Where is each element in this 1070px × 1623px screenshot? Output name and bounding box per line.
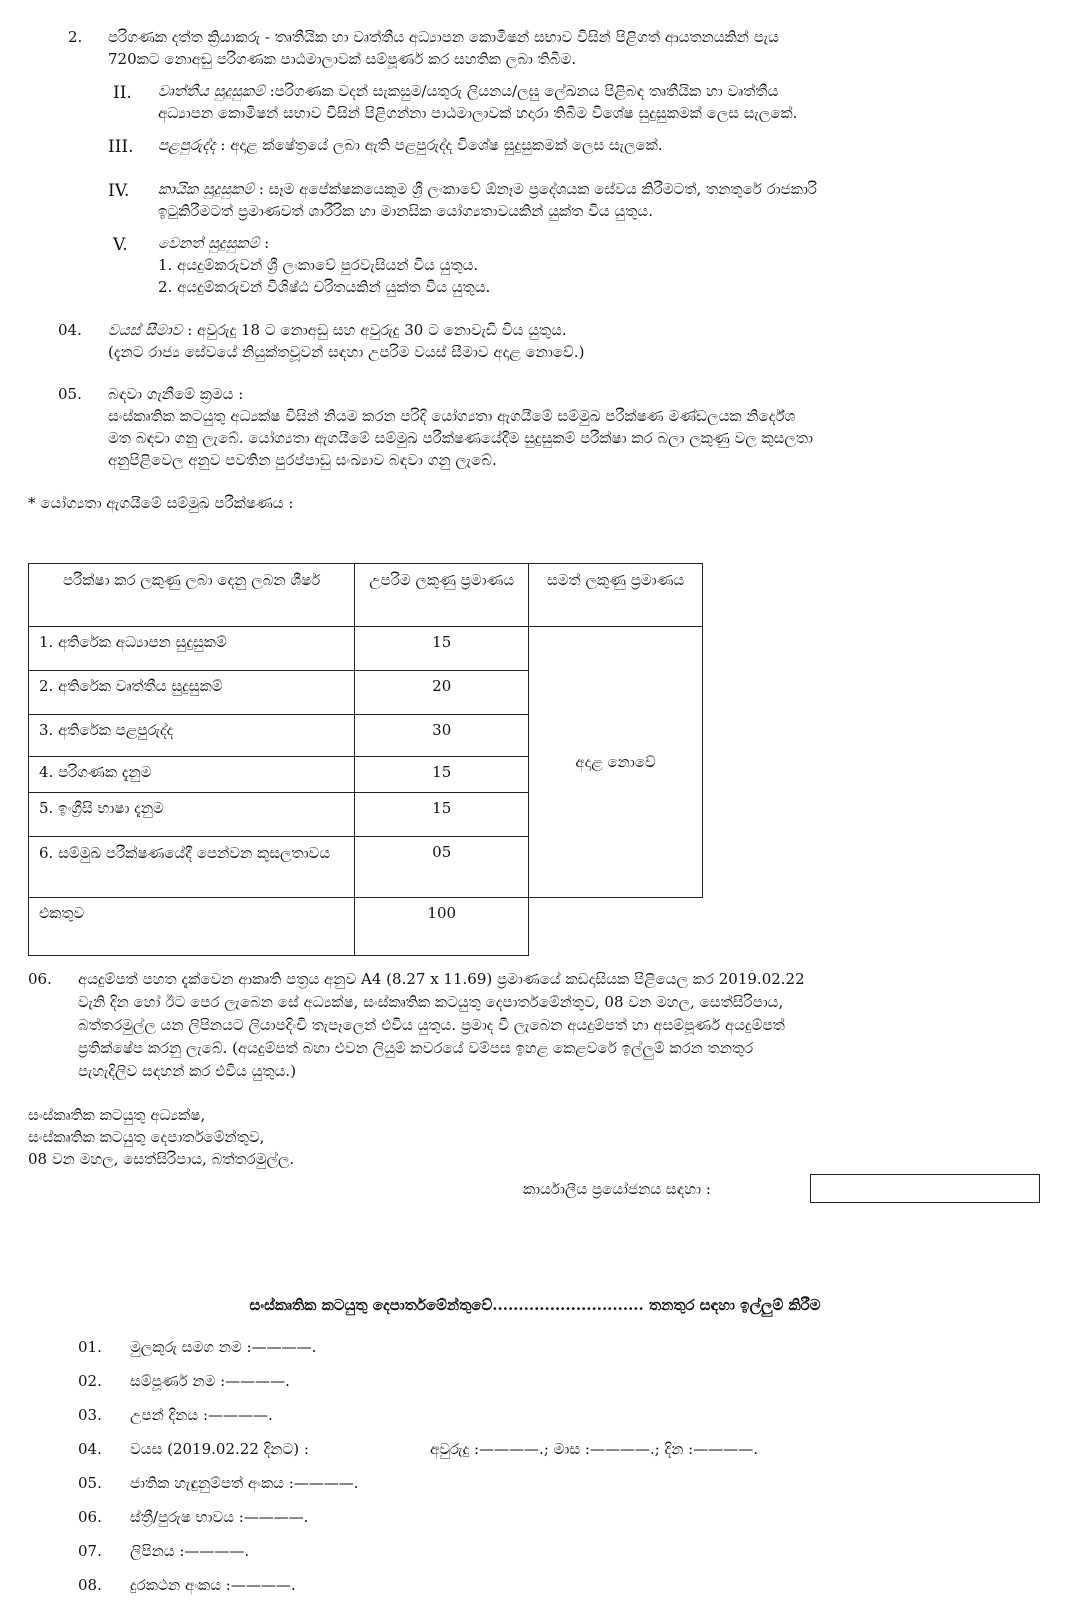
form-row-birthday <box>78 1406 273 1424</box>
item-06-line-1: අයදුම්පත් පහත දැක්වෙන ආකෘති පත්‍රය අනුව A4 (8.27 x 11.69) ප්‍රමාණයේ කඩදාසියක පිළියෙල කර 2019.02.22 <box>78 970 805 988</box>
row-max: 15 <box>355 757 529 793</box>
row-label: 1. අතිරේක අධ්‍යාපන සුදුසුකම් <box>29 627 355 671</box>
sub-v-title <box>158 234 269 254</box>
row-label: 5. ඉංග්‍රීසි භාෂා දැනුම <box>29 793 355 837</box>
table-row <box>29 627 703 671</box>
form-row-initials-name <box>78 1338 316 1356</box>
sub-iii-label: පළපුරුද්ද <box>158 136 216 154</box>
office-use-label: කාර්යාලීය ප්‍රයෝජනය සඳහා : <box>523 1180 711 1198</box>
total-value: 100 <box>355 898 529 956</box>
table-total-row <box>29 898 703 956</box>
interview-heading: * යෝග්‍යතා ඇගයීමේ සම්මුඛ පරීක්ෂණය : <box>28 494 294 512</box>
item-04-label: වයස් සීමාව <box>108 321 183 339</box>
item-05-number: 05. <box>58 385 82 403</box>
office-use-box[interactable] <box>810 1174 1040 1203</box>
marks-table <box>28 563 703 956</box>
row-label: 6. සම්මුඛ පරීක්ෂණයේදී පෙන්වන කුසලතාවය <box>29 837 355 898</box>
form-row-number: 03. <box>78 1406 102 1424</box>
form-row-text: මුලකුරු සමග නම :————. <box>130 1338 317 1356</box>
header-pass-marks: සමත් ලකුණු ප්‍රමාණය <box>529 564 703 627</box>
pass-marks-cell: අදාළ නොවේ <box>529 627 703 898</box>
form-title: සංස්කෘතික කටයුතු දෙපාර්තමේන්තුවේ............................. තනතුර සඳහා ඉල්ලුම් කිරීම <box>249 1296 821 1314</box>
form-row-number: 06. <box>78 1508 102 1526</box>
item-04-number: 04. <box>58 321 82 339</box>
form-row-text: සම්පූර්ණ නම :————. <box>130 1372 290 1390</box>
item-05-title: බඳවා ගැනීමේ ක්‍රමය : <box>108 385 244 403</box>
item-04-text: : අවුරුදු 18 ට නොඅඩු සහ අවුරුදු 30 ට නොවැඩි විය යුතුය. <box>182 321 567 339</box>
sub-ii-line-1 <box>158 82 778 102</box>
form-row-address <box>78 1542 249 1560</box>
sub-iv-label: කායික සුදුසුකම් <box>158 180 255 198</box>
form-row-phone <box>78 1576 296 1594</box>
form-row-text: ස්ත්‍රී/පුරුෂ භාවය :————. <box>130 1508 309 1526</box>
sub-iv-text: : සෑම අපේක්ෂකයෙකුම ශ්‍රී ලංකාවේ ඕනෑම ප්‍රදේශයක සේවය කිරීමටත්, තනතුරේ රාජකාරි <box>254 180 817 198</box>
sub-iv-line-2: ඉටුකිරීමටත් ප්‍රමාණවත් ශාරීරික හා මානසික යෝග්‍යතාවයකින් යුක්ත විය යුතුය. <box>158 202 653 220</box>
row-label: 4. පරිගණක දැනුම <box>29 757 355 793</box>
signature-line-1: සංස්කෘතික කටයුතු අධ්‍යක්ෂ, <box>28 1106 206 1124</box>
sub-ii-text: :පරිගණක වදන් සැකසුම/යතුරු ලියනය/ලඝු ලේඛනය පිළිබඳ තෘතීයික හා වෘත්තීය <box>264 82 779 100</box>
sub-v-number: V. <box>113 235 128 255</box>
sub-iii-number: III. <box>108 137 134 157</box>
item-04-line-2: (දැනට රාජ්‍ය සේවයේ නියුක්තවූවන් සඳහා උපරිම වයස් සීමාව අදාළ නොවේ.) <box>108 343 585 361</box>
form-row-text: ජාතික හැඳුනුම්පත් අංකය :————. <box>130 1474 359 1492</box>
table-header-row <box>29 564 703 627</box>
sub-iv-line-1 <box>158 180 817 200</box>
signature-line-3: 08 වන මහල, සෙත්සිරිපාය, බත්තරමුල්ල. <box>28 1150 295 1168</box>
row-max: 15 <box>355 793 529 837</box>
form-row-number: 02. <box>78 1372 102 1390</box>
item-05-line-3: අනුපිළිවෙල අනුව පවතින පුරප්පාඩු සංඛ්‍යාව බඳවා ගනු ලැබේ. <box>108 451 497 469</box>
sub-v-label: වෙනත් සුදුසුකම් <box>158 234 260 252</box>
sub-iii-line <box>158 136 663 156</box>
sub-ii-label: වෘත්තීය සුදුසුකම් <box>158 82 265 100</box>
form-row-number: 01. <box>78 1338 102 1356</box>
form-row-number: 08. <box>78 1576 102 1594</box>
item-06-line-5: පැහැදිලිව සඳහන් කර එවිය යුතුය.) <box>78 1062 297 1080</box>
item-05-line-1: සංස්කෘතික කටයුතු අධ්‍යක්ෂ විසින් නියම කරන පරිදි යෝග්‍යතා ඇගයීමේ සම්මුඛ පරීක්ෂණ මණ්ඩලයක නිර්දේශ <box>108 407 796 425</box>
sub-ii-line-2: අධ්‍යාපන කොමිෂන් සභාව විසින් පිළිගන්නා පාඨමාලාවක් හදාරා තිබීම විශේෂ සුදුසුකමක් ලෙස සැලකේ. <box>158 104 798 122</box>
sub-v-item-2: 2. අයදුම්කරුවන් විශිෂ්ඨ චරිතයකින් යුක්ත විය යුතුය. <box>158 278 491 296</box>
sub-v-colon: : <box>259 234 270 252</box>
sub-iv-number: IV. <box>108 181 130 201</box>
item-04-line-1 <box>108 321 567 341</box>
item-06-line-2: වැනි දින හෝ ඊට පෙර ලැබෙන සේ අධ්‍යක්ෂ, සංස්කෘතික කටයුතු දෙපාර්තමේන්තුව, 08 වන මහල, සෙත්සිරිපාය, <box>78 993 784 1011</box>
form-row-text: උපන් දිනය :————. <box>130 1406 273 1424</box>
header-max-marks: උපරිම ලකුණු ප්‍රමාණය <box>355 564 529 627</box>
form-row-text: ලිපිනය :————. <box>130 1542 250 1560</box>
item-05-line-2: මත බඳවා ගනු ලැබේ. යෝග්‍යතා ඇගයීමේ සම්මුඛ පරීක්ෂණයේදීම සුදුසුකම් පරීක්ෂා කර බලා ලකුණු වල කුසලතා <box>108 429 813 447</box>
row-max: 05 <box>355 837 529 898</box>
form-row-number: 05. <box>78 1474 102 1492</box>
row-label: 3. අතිරේක පළපුරුද්ද <box>29 715 355 757</box>
item-2-line-2: 720කට නොඅඩු පරිගණක පාඨමාලාවක් සම්පූර්ණ කර සහතික ලබා තිබීම. <box>108 50 577 68</box>
row-max: 20 <box>355 671 529 715</box>
form-row-full-name <box>78 1372 290 1390</box>
header-criteria: පරීක්ෂා කර ලකුණු ලබා දෙනු ලබන ශීර්ෂ <box>29 564 355 627</box>
sub-ii-number: II. <box>113 83 132 103</box>
row-max: 30 <box>355 715 529 757</box>
form-row-gender <box>78 1508 309 1526</box>
signature-line-2: සංස්කෘතික කටයුතු දෙපාර්තමේන්තුව, <box>28 1128 265 1146</box>
row-max: 15 <box>355 627 529 671</box>
item-2-line-1: පරිගණක දත්ත ක්‍රියාකරු - තෘතීයික හා වෘත්තීය අධ්‍යාපන කොමිෂන් සභාව විසින් පිළිගත් ආයතනයකින් පැය <box>108 28 779 46</box>
sub-v-item-1: 1. අයදුම්කරුවන් ශ්‍රී ලංකාවේ පුරවැසියන් විය යුතුය. <box>158 256 479 274</box>
form-row-number: 07. <box>78 1542 102 1560</box>
item-06-line-3: බත්තරමුල්ල යන ලිපිනයට ලියාපදිංචි තැපෑලෙන් එවිය යුතුය. ප්‍රමාද වී ලැබෙන අයදුම්පත් හා අසම්පූර්ණ අයදුම්පත් <box>78 1016 785 1034</box>
row-label: 2. අතිරේක වෘත්තීය සුදුසුකම් <box>29 671 355 715</box>
form-row-text: වයස (2019.02.22 දිනට) : <box>130 1440 309 1458</box>
form-row-nic <box>78 1474 359 1492</box>
form-row-number: 04. <box>78 1440 102 1458</box>
form-row-age <box>78 1440 309 1458</box>
sub-iii-text: : අදාළ ක්ෂේත්‍රයේ ලබා ඇති පළපුරුද්ද විශේෂ සුදුසුකමක් ලෙස සැලකේ. <box>215 136 663 154</box>
item-2-number: 2. <box>68 28 83 46</box>
form-row-age-breakdown: අවුරුදු :————.; මාස :————.; දින :————. <box>430 1440 758 1458</box>
total-label: එකතුව <box>29 898 355 956</box>
form-row-text: දුරකථන අංකය :————. <box>130 1576 296 1594</box>
item-06-number: 06. <box>28 970 52 988</box>
item-06-line-4: ප්‍රතික්ෂේප කරනු ලැබේ. (අයදුම්පත් බහා එවන ලියුම් කවරයේ වම්පස ඉහළ කෙළවරේ ඉල්ලුම් කරන තනතුර <box>78 1039 754 1057</box>
